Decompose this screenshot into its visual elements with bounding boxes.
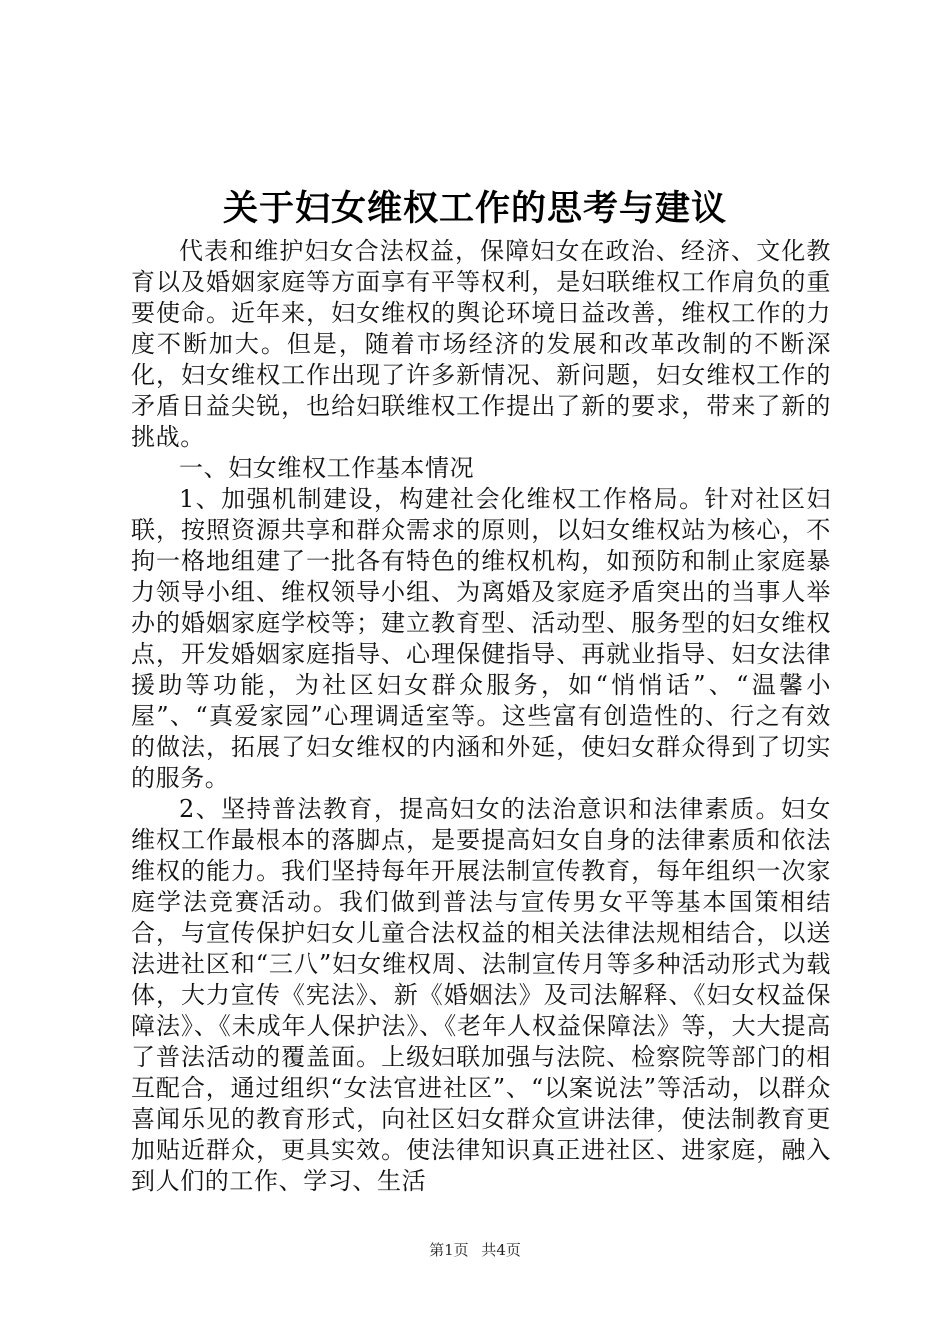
page-number: 第1页 (429, 1241, 469, 1259)
paragraph-point-1: 1、加强机制建设，构建社会化维权工作格局。针对社区妇联，按照资源共享和群众需求的原则，以妇女维权站为核心，不拘一格地组建了一批各有特色的维权机构，如预防和制止家庭暴力领导小组、维权领导小组、为离婚及家庭矛盾突出的当事人举办的婚姻家庭学校等；建立教育型、活动型、服务型的妇女维权点，开发婚姻家庭指导、心理保健指导、再就业指导、妇女法律援助等功能，为社区妇女群众服务，如“悄悄话”、“温馨小屋”、“真爱家园”心理调适室等。这些富有创造性的、行之有效的做法，拓展了妇女维权的内涵和外延，使妇女群众得到了切实的服务。 (131, 485, 831, 792)
page-footer (0, 1240, 950, 1260)
document-title: 关于妇女维权工作的思考与建议 (222, 188, 727, 229)
page-total: 共4页 (481, 1241, 521, 1259)
paragraph-intro: 代表和维护妇女合法权益，保障妇女在政治、经济、文化教育以及婚姻家庭等方面享有平等权利，是妇联维权工作肩负的重要使命。近年来，妇女维权的舆论环境日益改善，维权工作的力度不断加大。但是，随着市场经济的发展和改革改制的不断深化，妇女维权工作出现了许多新情况、新问题，妇女维权工作的矛盾日益尖锐，也给妇联维权工作提出了新的要求，带来了新的挑战。 (131, 237, 831, 451)
section-heading: 一、妇女维权工作基本情况 (179, 454, 475, 482)
paragraph-point-2: 2、坚持普法教育，提高妇女的法治意识和法律素质。妇女维权工作最根本的落脚点，是要提高妇女自身的法律素质和依法维权的能力。我们坚持每年开展法制宣传教育，每年组织一次家庭学法竞赛活动。我们做到普法与宣传男女平等基本国策相结合，与宣传保护妇女儿童合法权益的相关法律法规相结合，以送法进社区和“三八”妇女维权周、法制宣传月等多种活动形式为载体，大力宣传《宪法》、新《婚姻法》及司法解释、《妇女权益保障法》、《未成年人保护法》、《老年人权益保障法》等，大大提高了普法活动的覆盖面。上级妇联加强与法院、检察院等部门的相互配合，通过组织“女法官进社区”、“以案说法”等活动，以群众喜闻乐见的教育形式，向社区妇女群众宣讲法律，使法制教育更加贴近群众，更具实效。使法律知识真正进社区、进家庭，融入到人们的工作、学习、生活 (131, 795, 831, 1195)
document-body (131, 236, 831, 1197)
